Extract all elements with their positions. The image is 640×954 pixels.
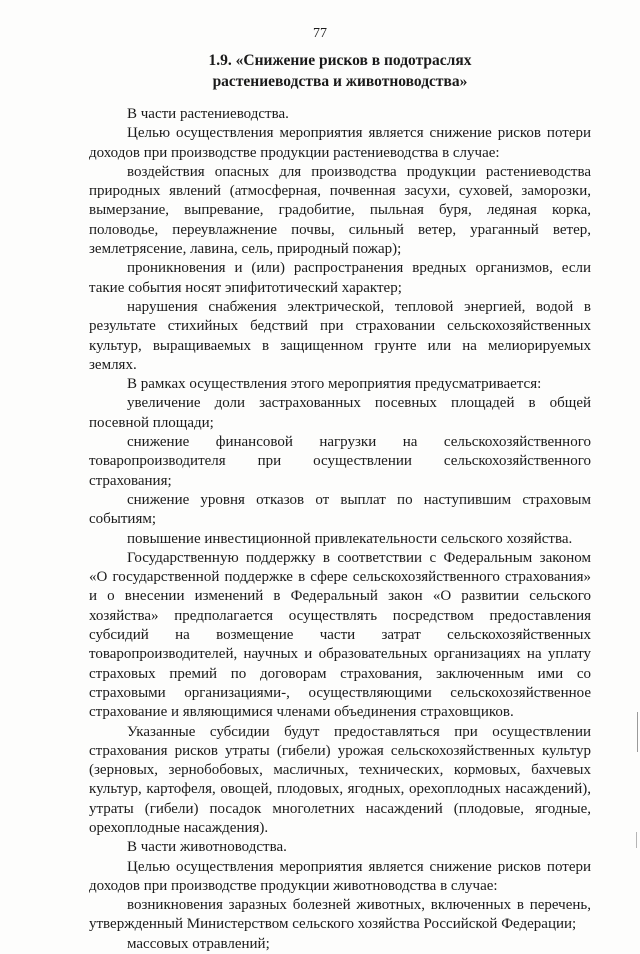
page-number: 77	[313, 26, 327, 41]
paragraph: нарушения снабжения электрической, тепловой энергией, водой в результате стихийных бедствий при страховании сельскохозяйственных культур, выращиваемых в защищенном грунте или на мелиорируемых землях.	[89, 298, 591, 373]
paragraph: воздействия опасных для производства продукции растениеводства природных явлений (атмосферная, почвенная засухи, суховей, заморозки, вымерзание, выпревание, градобитие, пыльная буря, ледяная корка, половодье, переувлажнение почвы, сильный ветер, ураганный ветер, землетрясение, лавина, сель, природный пожар);	[89, 163, 591, 258]
section-heading	[90, 50, 590, 92]
paragraph: снижение уровня отказов от выплат по наступившим страховым событиям;	[89, 491, 591, 528]
paragraph: возникновения заразных болезней животных, включенных в перечень, утвержденный Министерством сельского хозяйства Российской Федерации;	[89, 897, 591, 933]
paragraph: снижение финансовой нагрузки на сельскохозяйственного товаропроизводителя при осуществлении сельскохозяйственного страхования;	[89, 434, 591, 489]
paragraph: В части растениеводства.	[127, 106, 289, 122]
scan-edge-mark	[637, 712, 638, 752]
paragraph: увеличение доли застрахованных посевных площадей в общей посевной площади;	[89, 395, 591, 431]
paragraph: Целью осуществления мероприятия является снижение рисков потери доходов при производстве продукции животноводства в случае:	[89, 858, 591, 894]
scan-edge-mark	[636, 832, 637, 848]
paragraph: В рамках осуществления этого мероприятия предусматривается:	[127, 376, 542, 393]
paragraph: В части животноводства.	[127, 839, 287, 856]
paragraph: повышение инвестиционной привлекательности сельского хозяйства.	[127, 530, 573, 547]
paragraph: Государственную поддержку в соответствии с Федеральным законом «О государственной поддержке в сфере сельскохозяйственного страхования» и о внесении изменений в Федеральный закон «О развитии сельского хозяйства» предполагается осуществлять посредством предоставления субсидий на возмещение части затрат сельскохозяйственных товаропроизводителей, научных и образовательных организациях на уплату страховых премий по договорам страхования, заключенным ими со страховыми организациями-, осуществляющими сельскохозяйственное страхование и являющимися членами объединения страховщиков.	[89, 549, 591, 721]
paragraph: Целью осуществления мероприятия является снижение рисков потери доходов при производстве продукции растениеводства в случае:	[89, 125, 591, 161]
section-heading-line-1: 1.9. «Снижение рисков в подотраслях	[208, 52, 472, 69]
paragraph: проникновения и (или) распространения вредных организмов, если такие события носят эпифитотический характер;	[89, 260, 591, 296]
paragraph: массовых отравлений;	[127, 935, 270, 952]
paragraph: Указанные субсидии будут предоставляться при осуществлении страхования рисков утраты (гибели) урожая сельскохозяйственных культур (зерновых, зернобобовых, масличных, технических, кормовых, бахчевых культур, картофеля, овощей, плодовых, ягодных, орехоплодных насаждений), утраты (гибели) посадок многолетних насаждений (плодовые, ягодные, орехоплодные насаждения).	[89, 723, 591, 836]
section-heading-line-2: растениеводства и животноводства»	[212, 73, 468, 90]
document-body	[89, 105, 591, 954]
